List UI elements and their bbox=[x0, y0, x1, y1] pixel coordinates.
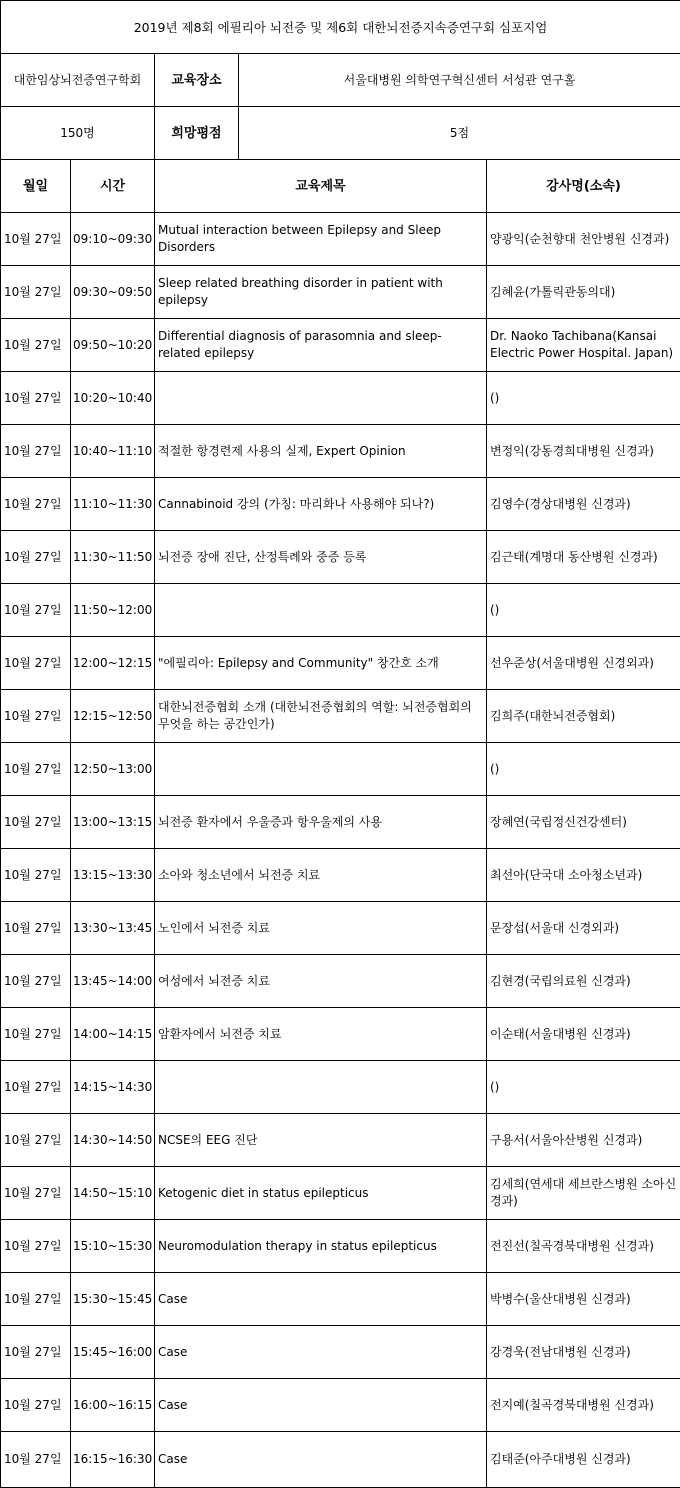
table-row bbox=[1, 478, 680, 531]
cell-date: 10월 27일 bbox=[1, 743, 71, 796]
cell-time: 16:00~16:15 bbox=[71, 1379, 155, 1432]
table-row bbox=[1, 319, 680, 372]
cell-time: 14:00~14:15 bbox=[71, 1008, 155, 1061]
cell-topic: 노인에서 뇌전증 치료 bbox=[155, 902, 487, 955]
cell-speaker: 김현경(국립의료원 신경과) bbox=[487, 955, 680, 1008]
table-row bbox=[1, 637, 680, 690]
cell-date: 10월 27일 bbox=[1, 213, 71, 266]
cell-time: 09:50~10:20 bbox=[71, 319, 155, 372]
cell-speaker: () bbox=[487, 1061, 680, 1114]
table-row bbox=[1, 372, 680, 425]
cell-time: 13:00~13:15 bbox=[71, 796, 155, 849]
page-title: 2019년 제8회 에필리아 뇌전증 및 제6회 대한뇌전증지속증연구회 심포지엄 bbox=[1, 1, 680, 54]
cell-date: 10월 27일 bbox=[1, 478, 71, 531]
cell-topic: Mutual interaction between Epilepsy and Sleep Disorders bbox=[155, 213, 487, 266]
cell-speaker: 김세희(연세대 세브란스병원 소아신경과) bbox=[487, 1167, 680, 1220]
cell-speaker: 김영수(경상대병원 신경과) bbox=[487, 478, 680, 531]
cell-speaker: 양광익(순천향대 천안병원 신경과) bbox=[487, 213, 680, 266]
cell-date: 10월 27일 bbox=[1, 690, 71, 743]
cell-time: 10:20~10:40 bbox=[71, 372, 155, 425]
cell-topic: Case bbox=[155, 1326, 487, 1379]
header-speaker: 강사명(소속) bbox=[487, 160, 680, 213]
cell-speaker: 문장섭(서울대 신경외과) bbox=[487, 902, 680, 955]
cell-date: 10월 27일 bbox=[1, 319, 71, 372]
cell-topic: Neuromodulation therapy in status epilepticus bbox=[155, 1220, 487, 1273]
cell-time: 16:15~16:30 bbox=[71, 1432, 155, 1488]
table-row bbox=[1, 425, 680, 478]
table-row bbox=[1, 1379, 680, 1432]
venue-label: 교육장소 bbox=[155, 54, 239, 107]
table-row bbox=[1, 1061, 680, 1114]
header-row bbox=[1, 160, 680, 213]
cell-speaker: 김혜윤(가톨릭관동의대) bbox=[487, 266, 680, 319]
cell-date: 10월 27일 bbox=[1, 1326, 71, 1379]
table-row bbox=[1, 1432, 680, 1488]
cell-speaker: 선우준상(서울대병원 신경외과) bbox=[487, 637, 680, 690]
cell-time: 15:45~16:00 bbox=[71, 1326, 155, 1379]
cell-time: 13:45~14:00 bbox=[71, 955, 155, 1008]
cell-topic: 여성에서 뇌전증 치료 bbox=[155, 955, 487, 1008]
cell-date: 10월 27일 bbox=[1, 584, 71, 637]
table-row bbox=[1, 531, 680, 584]
table-row bbox=[1, 1008, 680, 1061]
table-row bbox=[1, 902, 680, 955]
cell-date: 10월 27일 bbox=[1, 1220, 71, 1273]
cell-time: 15:30~15:45 bbox=[71, 1273, 155, 1326]
cell-date: 10월 27일 bbox=[1, 1273, 71, 1326]
table-row bbox=[1, 690, 680, 743]
cell-time: 12:50~13:00 bbox=[71, 743, 155, 796]
venue-value: 서울대병원 의학연구혁신센터 서성관 연구홀 bbox=[239, 54, 680, 107]
cell-date: 10월 27일 bbox=[1, 796, 71, 849]
cell-speaker: 김태준(아주대병원 신경과) bbox=[487, 1432, 680, 1488]
cell-time: 10:40~11:10 bbox=[71, 425, 155, 478]
header-topic: 교육제목 bbox=[155, 160, 487, 213]
cell-topic: Ketogenic diet in status epilepticus bbox=[155, 1167, 487, 1220]
rating-label: 희망평점 bbox=[155, 107, 239, 160]
table-row bbox=[1, 849, 680, 902]
cell-topic: 소아와 청소년에서 뇌전증 치료 bbox=[155, 849, 487, 902]
cell-date: 10월 27일 bbox=[1, 849, 71, 902]
cell-topic: Case bbox=[155, 1432, 487, 1488]
cell-speaker: 김희주(대한뇌전증협회) bbox=[487, 690, 680, 743]
cell-speaker: Dr. Naoko Tachibana(Kansai Electric Power Hospital. Japan) bbox=[487, 319, 680, 372]
cell-time: 12:15~12:50 bbox=[71, 690, 155, 743]
cell-topic: 뇌전증 장애 진단, 산정특례와 중증 등록 bbox=[155, 531, 487, 584]
cell-topic bbox=[155, 584, 487, 637]
venue-row bbox=[1, 54, 680, 107]
cell-topic: 적절한 항경련제 사용의 실제, Expert Opinion bbox=[155, 425, 487, 478]
capacity-row bbox=[1, 107, 680, 160]
cell-speaker: () bbox=[487, 743, 680, 796]
cell-date: 10월 27일 bbox=[1, 266, 71, 319]
organizer: 대한임상뇌전증연구학회 bbox=[1, 54, 155, 107]
cell-time: 13:15~13:30 bbox=[71, 849, 155, 902]
cell-speaker: 전진선(칠곡경북대병원 신경과) bbox=[487, 1220, 680, 1273]
table-row bbox=[1, 1220, 680, 1273]
cell-topic: 뇌전증 환자에서 우울증과 항우울제의 사용 bbox=[155, 796, 487, 849]
cell-speaker: () bbox=[487, 584, 680, 637]
cell-speaker: 이순태(서울대병원 신경과) bbox=[487, 1008, 680, 1061]
cell-time: 14:15~14:30 bbox=[71, 1061, 155, 1114]
cell-date: 10월 27일 bbox=[1, 1008, 71, 1061]
capacity-value: 150명 bbox=[1, 107, 155, 160]
cell-date: 10월 27일 bbox=[1, 372, 71, 425]
cell-time: 11:10~11:30 bbox=[71, 478, 155, 531]
cell-topic: Sleep related breathing disorder in patient with epilepsy bbox=[155, 266, 487, 319]
cell-speaker: 구용서(서울아산병원 신경과) bbox=[487, 1114, 680, 1167]
cell-date: 10월 27일 bbox=[1, 1061, 71, 1114]
cell-speaker: 김근태(계명대 동산병원 신경과) bbox=[487, 531, 680, 584]
table-row bbox=[1, 266, 680, 319]
cell-time: 14:30~14:50 bbox=[71, 1114, 155, 1167]
cell-topic bbox=[155, 743, 487, 796]
cell-time: 13:30~13:45 bbox=[71, 902, 155, 955]
cell-date: 10월 27일 bbox=[1, 955, 71, 1008]
rating-value: 5점 bbox=[239, 107, 680, 160]
cell-time: 12:00~12:15 bbox=[71, 637, 155, 690]
cell-date: 10월 27일 bbox=[1, 1432, 71, 1488]
cell-speaker: 변정익(강동경희대병원 신경과) bbox=[487, 425, 680, 478]
cell-time: 11:30~11:50 bbox=[71, 531, 155, 584]
cell-speaker: 박병수(울산대병원 신경과) bbox=[487, 1273, 680, 1326]
cell-topic: Differential diagnosis of parasomnia and sleep-related epilepsy bbox=[155, 319, 487, 372]
cell-date: 10월 27일 bbox=[1, 1167, 71, 1220]
cell-date: 10월 27일 bbox=[1, 1379, 71, 1432]
table-row bbox=[1, 1273, 680, 1326]
cell-topic: Case bbox=[155, 1379, 487, 1432]
cell-time: 11:50~12:00 bbox=[71, 584, 155, 637]
cell-speaker: 전지예(칠곡경북대병원 신경과) bbox=[487, 1379, 680, 1432]
cell-time: 09:10~09:30 bbox=[71, 213, 155, 266]
table-row bbox=[1, 955, 680, 1008]
table-row bbox=[1, 1167, 680, 1220]
table-row bbox=[1, 796, 680, 849]
table-row bbox=[1, 584, 680, 637]
cell-time: 14:50~15:10 bbox=[71, 1167, 155, 1220]
cell-topic: Case bbox=[155, 1273, 487, 1326]
cell-topic: "에필리아: Epilepsy and Community" 창간호 소개 bbox=[155, 637, 487, 690]
table-row bbox=[1, 213, 680, 266]
cell-topic: 암환자에서 뇌전증 치료 bbox=[155, 1008, 487, 1061]
table-row bbox=[1, 1326, 680, 1379]
cell-date: 10월 27일 bbox=[1, 902, 71, 955]
cell-topic bbox=[155, 372, 487, 425]
cell-topic: NCSE의 EEG 진단 bbox=[155, 1114, 487, 1167]
table-row bbox=[1, 1114, 680, 1167]
cell-date: 10월 27일 bbox=[1, 637, 71, 690]
cell-date: 10월 27일 bbox=[1, 425, 71, 478]
cell-speaker: () bbox=[487, 372, 680, 425]
title-row bbox=[1, 1, 680, 54]
cell-topic bbox=[155, 1061, 487, 1114]
cell-topic: 대한뇌전증협회 소개 (대한뇌전증협회의 역할: 뇌전증협회의 무엇을 하는 공간인가) bbox=[155, 690, 487, 743]
cell-speaker: 강경욱(전남대병원 신경과) bbox=[487, 1326, 680, 1379]
header-date: 월일 bbox=[1, 160, 71, 213]
cell-speaker: 최선아(단국대 소아청소년과) bbox=[487, 849, 680, 902]
cell-topic: Cannabinoid 강의 (가칭: 마리화나 사용해야 되나?) bbox=[155, 478, 487, 531]
cell-date: 10월 27일 bbox=[1, 531, 71, 584]
cell-time: 15:10~15:30 bbox=[71, 1220, 155, 1273]
cell-speaker: 장혜연(국립정신건강센터) bbox=[487, 796, 680, 849]
cell-time: 09:30~09:50 bbox=[71, 266, 155, 319]
table-row bbox=[1, 743, 680, 796]
header-time: 시간 bbox=[71, 160, 155, 213]
cell-date: 10월 27일 bbox=[1, 1114, 71, 1167]
